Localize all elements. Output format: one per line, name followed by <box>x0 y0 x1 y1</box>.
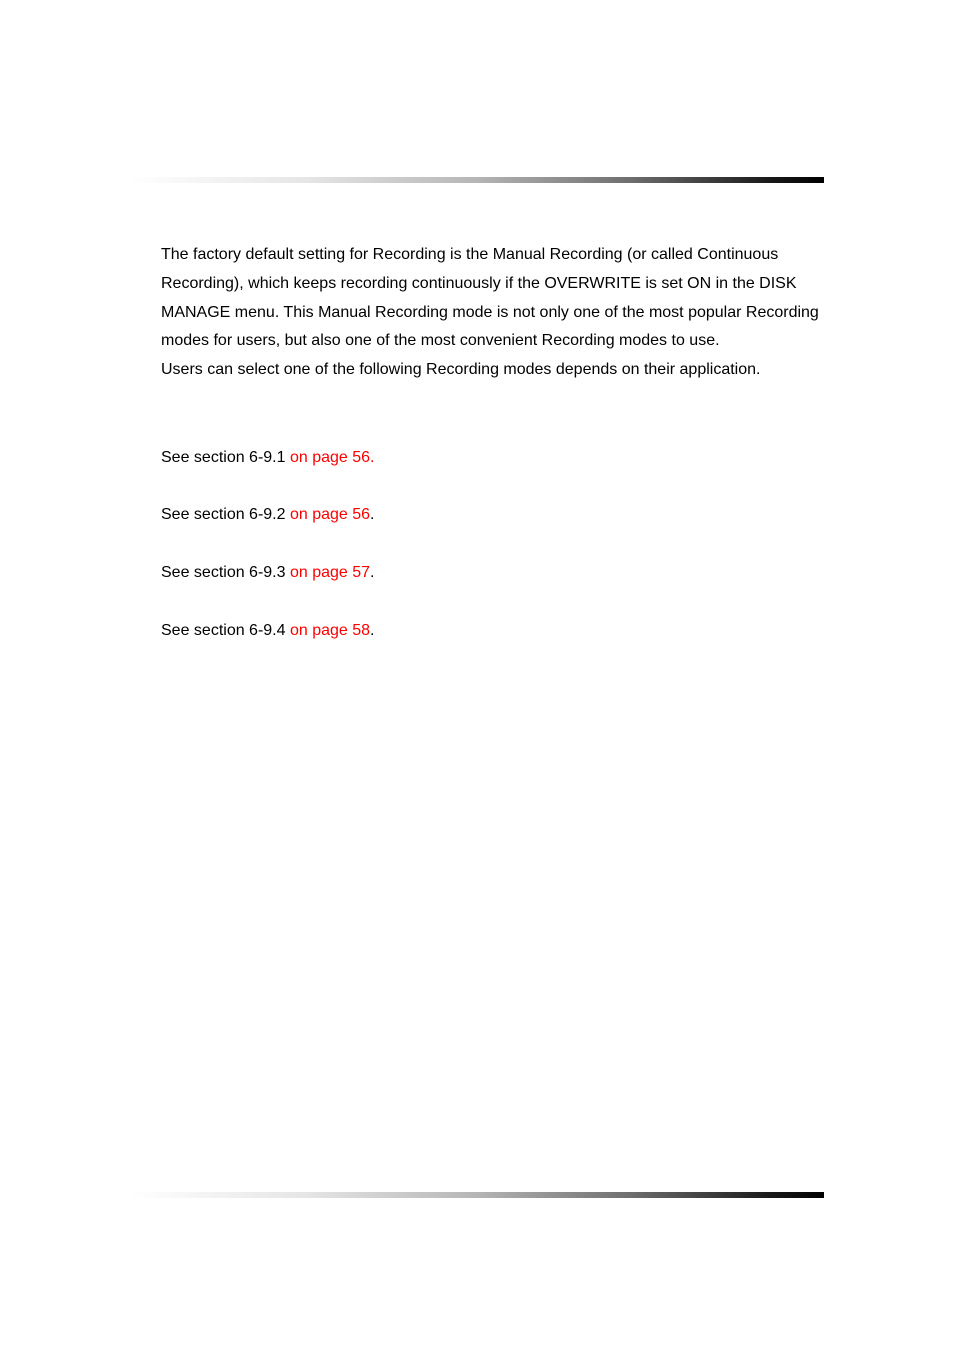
reference-label: See section 6-9.2 <box>161 506 290 523</box>
intro-text <box>161 241 833 385</box>
section-reference <box>161 505 375 525</box>
page-link[interactable]: on page 58 <box>289 622 371 639</box>
section-reference <box>161 448 375 468</box>
intro-paragraph: Users can select one of the following Recording modes depends on their application. <box>161 361 761 379</box>
footer-divider <box>130 1192 824 1198</box>
page-link[interactable]: on page 57 <box>289 564 371 581</box>
section-reference <box>161 621 375 641</box>
reference-label: See section 6-9.1 <box>161 449 290 466</box>
reference-suffix: . <box>370 564 375 581</box>
header-divider <box>130 177 824 183</box>
reference-suffix: . <box>370 506 375 523</box>
reference-label: See section 6-9.4 <box>161 622 290 639</box>
intro-paragraph: The factory default setting for Recording is the Manual Recording (or called Continuous Recording), which keeps recording continuously if the OVERWRITE is set ON in the DISK MANAGE menu. This Manual Recording mode is not only one of the most popular Recording modes for users, but also one of the most convenient Recording modes to use. <box>161 246 819 350</box>
section-reference <box>161 563 375 583</box>
reference-label: See section 6-9.3 <box>161 564 290 581</box>
page-link[interactable]: on page 56. <box>289 449 375 466</box>
reference-suffix: . <box>370 622 375 639</box>
page-link[interactable]: on page 56 <box>289 506 371 523</box>
